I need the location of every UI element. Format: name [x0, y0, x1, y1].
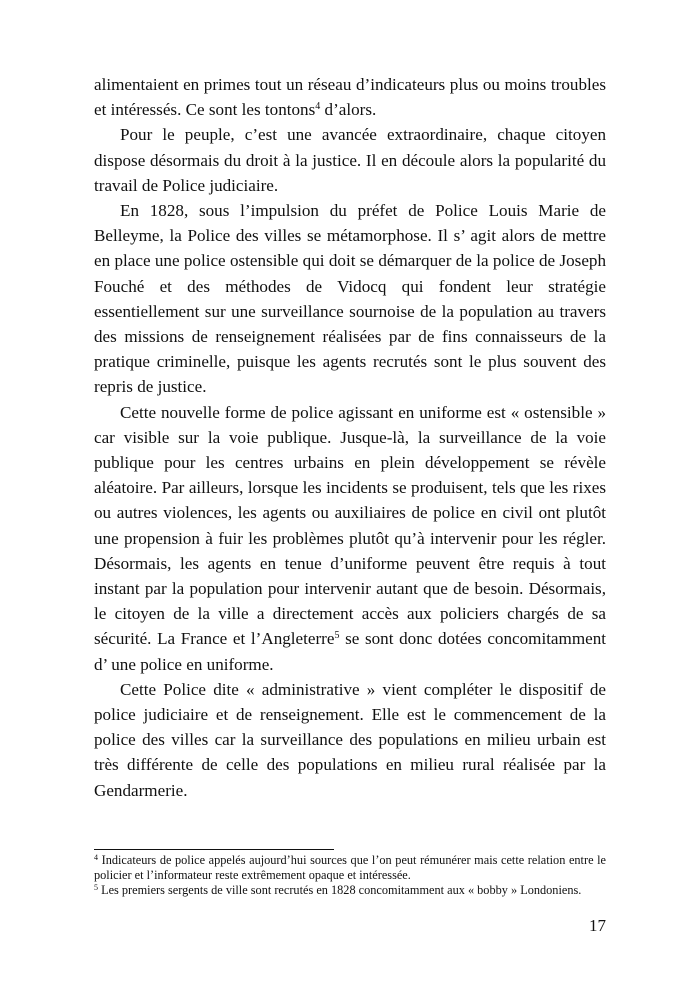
- paragraph-1: [94, 72, 606, 122]
- paragraph-5: Cette Police dite « administrative » vient compléter le dispositif de police judiciaire et de renseignement. Elle est le commencement de la police des villes car la surveillance des populations en milieu urbain est très différente de celle des populations en milieu rural réalisée par la Gendarmerie.: [94, 679, 606, 800]
- paragraph-4-text: Cette nouvelle forme de police agissant en uniforme est « ostensible » car visible sur la voie publique. Jusque-là, la surveillance de la voie publique pour les centres urbains en plein développement se révèle aléatoire. Par ailleurs, lorsque les incidents se produisent, tels que les rixes ou autres violences, les agents ou auxiliaires de police en civil ont plutôt une propension à fuir les problèmes plutôt qu’à intervenir pour les régler. Désormais, les agents en tenue d’uniforme peuvent être requis à tout instant par la population pour intervenir autant que de besoin. Désormais, le citoyen de la ville a directement accès aux policiers chargés de sa sécurité. La France et l’Angleterre: [94, 402, 606, 649]
- footnote-ref-5[interactable]: 5: [334, 630, 340, 642]
- footnote-ref-4[interactable]: 4: [315, 101, 321, 113]
- footnote-4-marker: 4: [94, 853, 98, 862]
- footnote-4-text: Indicateurs de police appelés aujourd’hui sources que l’on peut rémunérer mais cette relation entre le policier et l’informateur reste extrêmement opaque et intéressée.: [94, 853, 606, 882]
- footnote-5-marker: 5: [94, 883, 98, 892]
- paragraph-4: [94, 400, 606, 677]
- body-text: [94, 72, 606, 803]
- footnote-5: [94, 883, 606, 898]
- paragraph-1-text: alimentaient en primes tout un réseau d’indicateurs plus ou moins troubles et intéressés. Ce sont les tontons: [94, 75, 606, 120]
- footnotes: [94, 853, 606, 898]
- page-number: 17: [589, 916, 606, 935]
- footnote-4: [94, 853, 606, 883]
- footnote-5-text: Les premiers sergents de ville sont recrutés en 1828 concomitamment aux « bobby » Londoniens.: [98, 883, 582, 897]
- footnote-separator: [94, 849, 334, 850]
- paragraph-1-tail: d’alors.: [320, 100, 377, 120]
- paragraph-4-tail: se sont donc dotées concomitamment d’ une police en uniforme.: [94, 629, 606, 674]
- paragraph-2: Pour le peuple, c’est une avancée extraordinaire, chaque citoyen dispose désormais du droit à la justice. Il en découle alors la popularité du travail de Police judiciaire.: [94, 125, 606, 195]
- paragraph-3: En 1828, sous l’impulsion du préfet de Police Louis Marie de Belleyme, la Police des villes se métamorphose. Il s’ agit alors de mettre en place une police ostensible qui doit se démarquer de la police de Joseph Fouché et des méthodes de Vidocq qui fondent leur stratégie essentiellement sur une surveillance sournoise de la population au travers des missions de renseignement réalisées par de fins connaisseurs de la pratique criminelle, puisque les agents recrutés sont le plus souvent des repris de justice.: [94, 201, 606, 397]
